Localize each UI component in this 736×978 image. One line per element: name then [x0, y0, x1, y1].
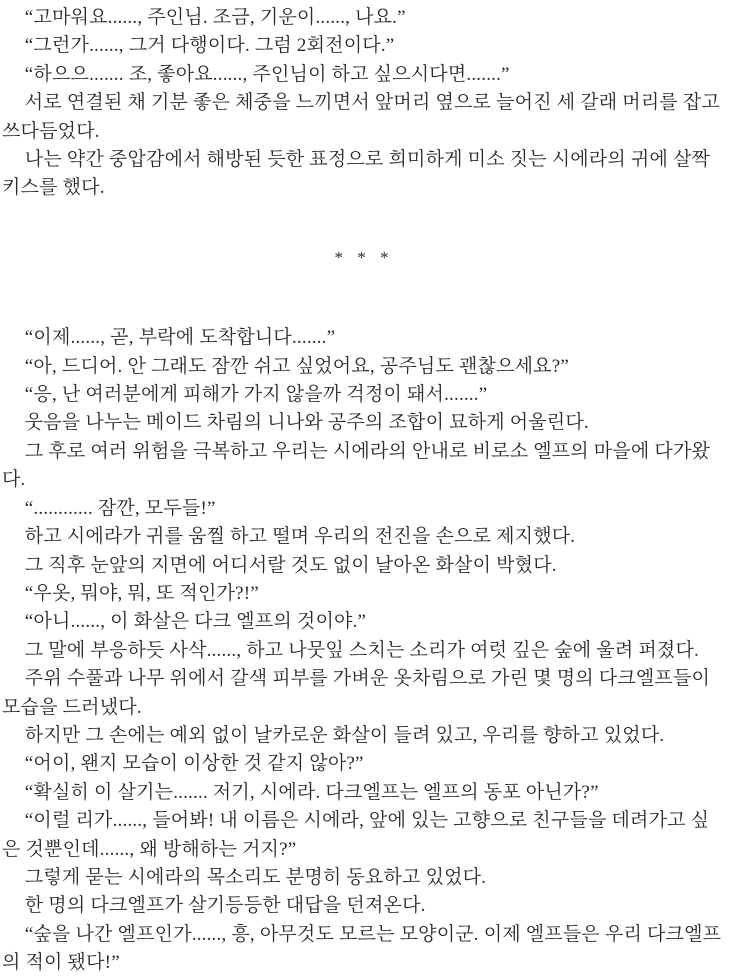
- paragraph: 그 말에 부응하듯 사삭......, 하고 나뭇잎 스치는 소리가 여럿 깊은 숲에 울려 퍼졌다.: [24, 639, 699, 661]
- paragraph: 그렇게 묻는 시에라의 목소리도 분명히 동요하고 있었다.: [24, 866, 487, 888]
- text-section-after-break: [2, 324, 726, 977]
- paragraph: “이제......, 곧, 부락에 도착합니다.......”: [24, 327, 336, 349]
- paragraph: 그 후로 여러 위험을 극복하고 우리는 시에라의 안내로 비로소 엘프의 마을에 다가왔다.: [2, 440, 711, 491]
- paragraph: “그런가......, 그거 다행이다. 그럼 2회전이다.”: [24, 35, 395, 57]
- paragraph: “이럴 리가......, 들어봐! 내 이름은 시에라, 앞에 있는 고향으로 친구들을 데려가고 싶은 것뿐인데......, 왜 방해하는 거지?”: [2, 810, 710, 860]
- paragraph: “숲을 나간 엘프인가......, 흥, 아무것도 모르는 모양이군. 이제 엘프들은 우리 다크엘프의 적이 됐다!”: [2, 923, 722, 974]
- paragraph: “............ 잠깐, 모두들!”: [24, 497, 216, 519]
- paragraph: 서로 연결된 채 기분 좋은 체중을 느끼면서 앞머리 옆으로 늘어진 세 갈래 머리를 잡고 쓰다듬었다.: [2, 92, 720, 142]
- paragraph: “하으으....... 조, 좋아요......, 주인님이 하고 싶으시다면.......”: [24, 63, 510, 85]
- scene-break-separator: * * *: [334, 247, 394, 267]
- paragraph: “아, 드디어. 안 그래도 잠깐 쉬고 싶었어요, 공주님도 괜찮으세요?”: [24, 355, 569, 377]
- paragraph: “우옷, 뭐야, 뭐, 또 적인가?!”: [24, 582, 259, 604]
- paragraph: 하지만 그 손에는 예외 없이 날카로운 화살이 들려 있고, 우리를 향하고 있었다.: [24, 724, 665, 746]
- paragraph: 웃음을 나누는 메이드 차림의 니나와 공주의 조합이 묘하게 어울린다.: [24, 412, 589, 434]
- paragraph: “아니......, 이 화살은 다크 엘프의 것이야.”: [24, 611, 367, 633]
- paragraph: 한 명의 다크엘프가 살기등등한 대답을 던져온다.: [24, 895, 426, 917]
- paragraph: “어이, 왠지 모습이 이상한 것 같지 않아?”: [24, 753, 364, 775]
- paragraph: “확실히 이 살기는....... 저기, 시에라. 다크엘프는 엘프의 동포 아닌가?”: [24, 781, 599, 803]
- paragraph: 나는 약간 중압감에서 해방된 듯한 표정으로 희미하게 미소 짓는 시에라의 귀에 살짝 키스를 했다.: [2, 149, 711, 199]
- paragraph: 그 직후 눈앞의 지면에 어디서랄 것도 없이 날아온 화살이 박혔다.: [24, 554, 557, 576]
- paragraph: “응, 난 여러분에게 피해가 가지 않을까 걱정이 돼서.......”: [24, 384, 488, 406]
- text-section-before-break: [2, 4, 726, 203]
- paragraph: “고마워요......, 주인님. 조금, 기운이......, 나요.”: [24, 7, 406, 28]
- paragraph: 하고 시에라가 귀를 움찔 하고 떨며 우리의 전진을 손으로 제지했다.: [24, 526, 576, 548]
- paragraph: 주위 수풀과 나무 위에서 갈색 피부를 가벼운 옷차림으로 가린 몇 명의 다크엘프들이 모습을 드러냈다.: [2, 668, 711, 718]
